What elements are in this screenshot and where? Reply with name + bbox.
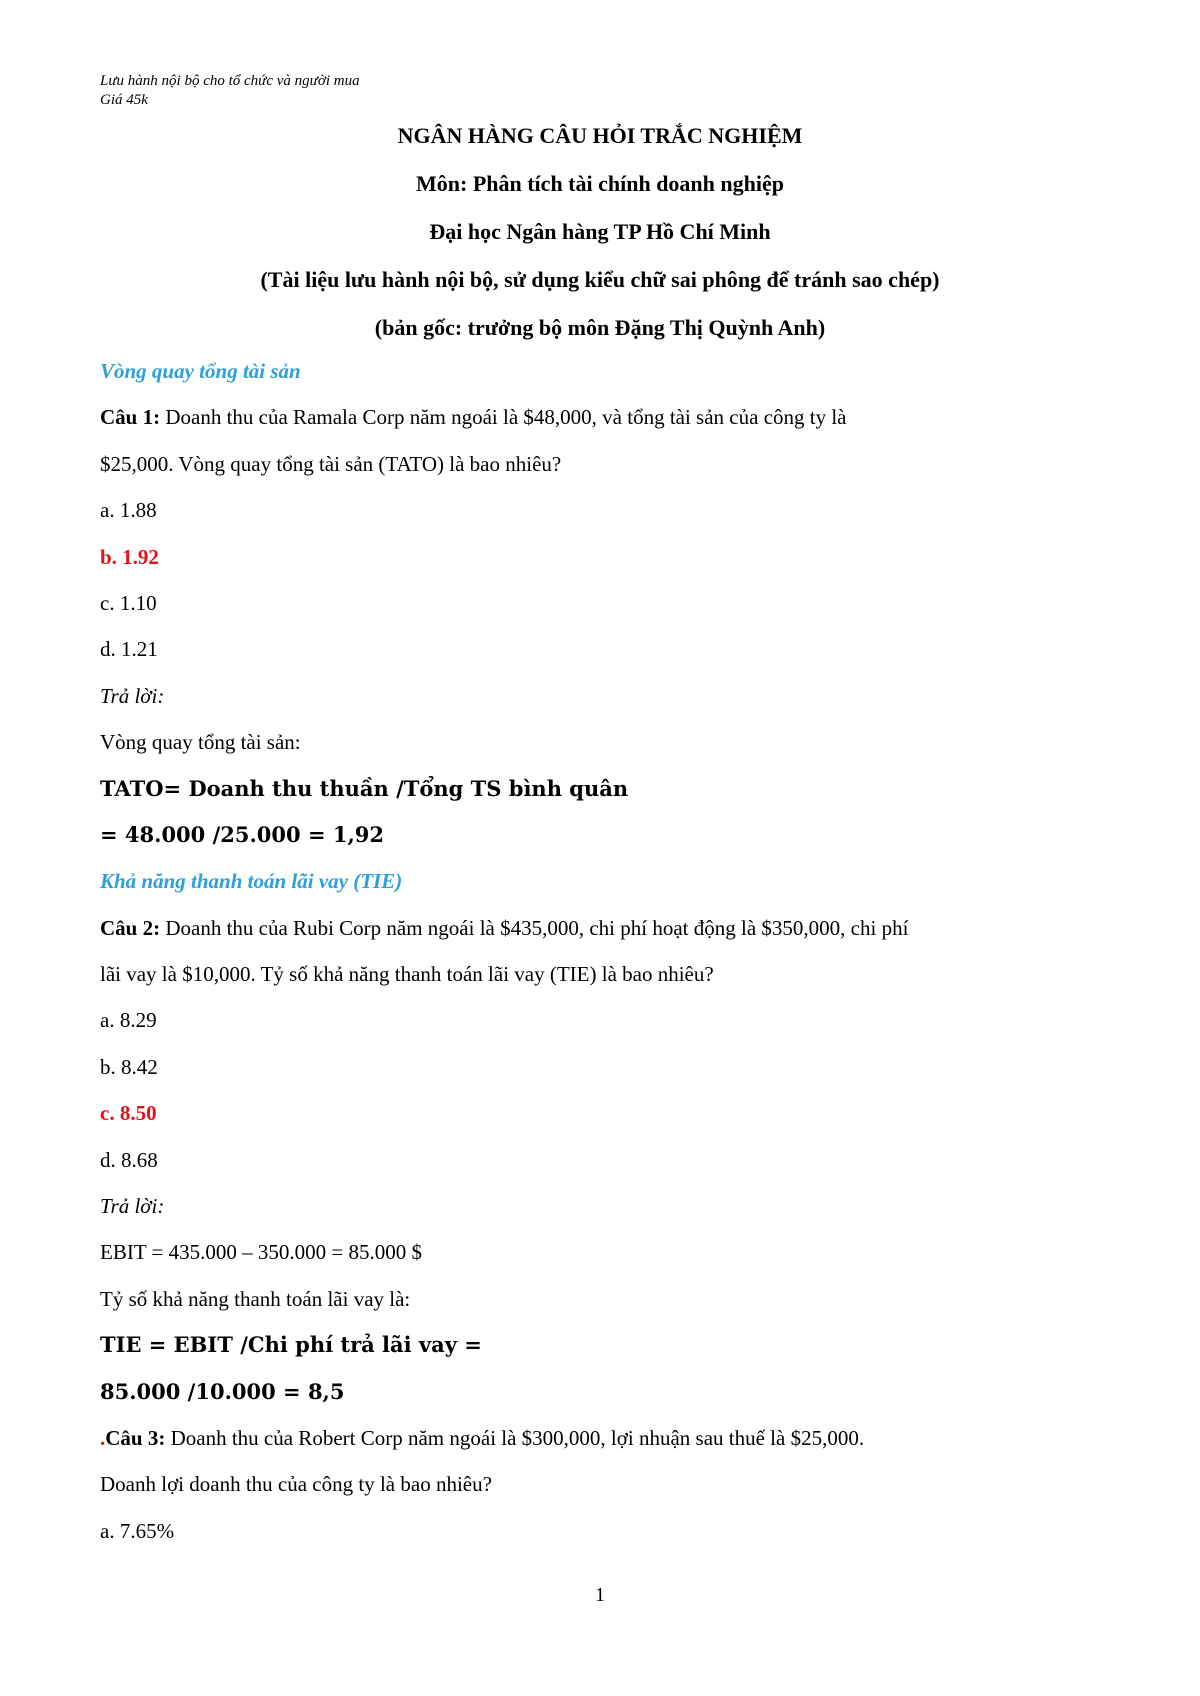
question-1-option-b-correct: b. 1.92 [100, 544, 159, 569]
question-1-line-2: $25,000. Vòng quay tổng tài sản (TATO) là bao nhiêu? [100, 451, 562, 476]
page-header [100, 72, 360, 110]
question-1-line-1 [100, 394, 1100, 440]
question-1-text: Doanh thu của Ramala Corp năm ngoái là $48,000, và tổng tài sản của công ty là [160, 405, 847, 430]
question-2-formula: TIE = EBIT /Chi phí trả lãi vay = [100, 1332, 482, 1358]
question-3-line-2: Doanh lợi doanh thu của công ty là bao nhiêu? [100, 1472, 492, 1497]
question-2-line-2: lãi vay là $10,000. Tỷ số khả năng thanh toán lãi vay (TIE) là bao nhiêu? [100, 962, 714, 987]
question-2-label: Câu 2: [100, 915, 161, 940]
title-question-bank: NGÂN HÀNG CÂU HỎI TRẮC NGHIỆM [397, 123, 803, 148]
question-1-label: Câu 1: [100, 405, 161, 430]
question-2-calculation: 85.000 /10.000 = 8,5 [100, 1378, 345, 1404]
section-heading-tie: Khả năng thanh toán lãi vay (TIE) [100, 869, 403, 894]
question-1-calculation: = 48.000 /25.000 = 1,92 [100, 821, 384, 847]
question-1-option-a: a. 1.88 [100, 498, 157, 523]
title-university: Đại học Ngân hàng TP Hồ Chí Minh [429, 219, 771, 244]
question-2-solution-intro: Tỷ số khả năng thanh toán lãi vay là: [100, 1286, 411, 1311]
question-1-solution-line-1: Vòng quay tổng tài sản: [100, 730, 301, 755]
question-2-line-1 [100, 905, 1100, 951]
question-2-option-a: a. 8.29 [100, 1008, 157, 1033]
question-2-option-d: d. 8.68 [100, 1147, 158, 1172]
question-2-text: Doanh thu của Rubi Corp năm ngoái là $435,000, chi phí hoạt động là $350,000, chi phí [160, 915, 909, 940]
question-3-label: Câu 3: [105, 1425, 166, 1450]
header-distribution-note: Lưu hành nội bộ cho tổ chức và người mua [100, 73, 360, 89]
title-subject: Môn: Phân tích tài chính doanh nghiệp [416, 171, 784, 196]
question-1-answer-label: Trả lời: [100, 683, 165, 708]
question-3-option-a: a. 7.65% [100, 1518, 175, 1543]
document-title-block [0, 112, 1200, 352]
question-2-option-b: b. 8.42 [100, 1054, 158, 1079]
question-3-dot: . [100, 1425, 106, 1450]
page-number: 1 [595, 1584, 605, 1606]
section-heading-tato: Vòng quay tổng tài sản [100, 359, 301, 383]
question-2-ebit: EBIT = 435.000 – 350.000 = 85.000 $ [100, 1240, 422, 1265]
title-internal-note: (Tài liệu lưu hành nội bộ, sử dụng kiểu chữ sai phông để tránh sao chép) [260, 267, 940, 292]
question-1-formula: TATO= Doanh thu thuần /Tổng TS bình quân [100, 775, 629, 801]
question-2-option-c-correct: c. 8.50 [100, 1101, 157, 1126]
document-body [100, 348, 1100, 1554]
title-original-author: (bản gốc: trưởng bộ môn Đặng Thị Quỳnh Anh) [374, 315, 826, 340]
question-1-option-d: d. 1.21 [100, 637, 158, 662]
question-3-text: Doanh thu của Robert Corp năm ngoái là $300,000, lợi nhuận sau thuế là $25,000. [165, 1425, 865, 1450]
question-3-line-1 [100, 1415, 1100, 1461]
header-price: Giá 45k [100, 92, 148, 108]
question-1-option-c: c. 1.10 [100, 590, 157, 615]
question-2-answer-label: Trả lời: [100, 1194, 165, 1219]
